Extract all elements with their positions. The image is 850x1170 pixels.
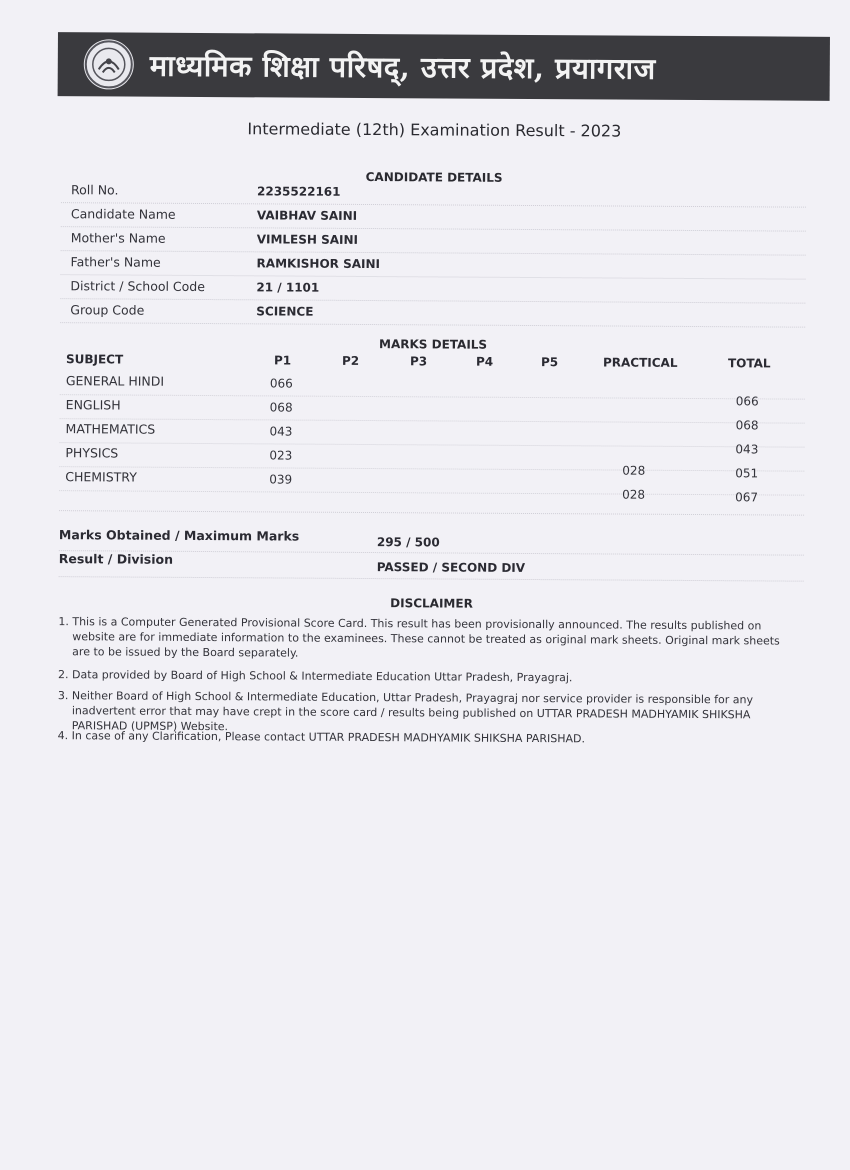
col-p1: P1 — [273, 353, 292, 368]
col-p4: P4 — [475, 354, 494, 369]
table-row — [59, 463, 804, 505]
candidate-row-group — [60, 298, 805, 328]
col-practical: PRACTICAL — [602, 355, 678, 370]
col-p3: P3 — [409, 354, 428, 369]
field-label: Candidate Name — [70, 206, 176, 222]
field-value: VIMLESH SAINI — [256, 232, 359, 247]
disclaimer-number: 2. — [58, 668, 69, 682]
disclaimer-number: 3. — [57, 689, 69, 703]
p1-mark: 023 — [269, 448, 293, 463]
disclaimer-number: 4. — [57, 729, 69, 743]
field-label: Father's Name — [70, 254, 161, 270]
result-label: Result / Division — [58, 551, 174, 567]
up-board-emblem-icon — [84, 39, 134, 89]
total-mark: 043 — [735, 442, 759, 457]
disclaimer-text: In case of any Clarification, Please contact UTTAR PRADESH MADHYAMIK SHIKSHA PARISHAD. — [71, 729, 586, 746]
divider — [59, 510, 804, 516]
subject-name: ENGLISH — [65, 397, 121, 413]
subject-name: GENERAL HINDI — [65, 373, 165, 389]
subject-name: PHYSICS — [65, 445, 119, 461]
marks-details-heading: MARKS DETAILS — [379, 337, 488, 352]
field-value: RAMKISHOR SAINI — [256, 256, 381, 272]
board-name-hindi: माध्यमिक शिक्षा परिषद्, उत्तर प्रदेश, प्रयागराज — [149, 48, 656, 86]
practical-mark: 028 — [622, 463, 646, 478]
disclaimer-item — [58, 667, 793, 686]
candidate-details-heading: CANDIDATE DETAILS — [365, 169, 503, 185]
field-value: VAIBHAV SAINI — [256, 208, 358, 223]
total-mark: 068 — [735, 418, 759, 433]
disclaimer-item — [58, 728, 793, 747]
subject-name: CHEMISTRY — [65, 469, 137, 485]
divider — [59, 576, 804, 582]
header-banner — [58, 32, 830, 101]
p1-mark: 043 — [269, 424, 293, 439]
col-total: TOTAL — [727, 356, 771, 371]
subject-name: MATHEMATICS — [65, 421, 156, 437]
total-mark: 066 — [735, 394, 759, 409]
total-mark: 051 — [735, 466, 759, 481]
disclaimer-number: 1. — [58, 615, 69, 629]
total-mark: 067 — [735, 490, 759, 505]
result-value: PASSED / SECOND DIV — [376, 560, 526, 575]
col-p2: P2 — [341, 353, 360, 368]
disclaimer-text: Neither Board of High School & Intermediate Education, Uttar Pradesh, Prayagraj nor service provider is responsible for any inadvertent error that may have crept in the score card / results being published on UTTAR PRADESH MADHYAMIK SHIKSHA PARISHAD (UPMSP) Website. — [71, 689, 754, 734]
p1-mark: 066 — [269, 376, 293, 391]
field-label: Mother's Name — [70, 230, 166, 246]
practical-mark: 028 — [622, 487, 646, 502]
p1-mark: 039 — [269, 472, 293, 487]
col-subject: SUBJECT — [65, 352, 124, 367]
field-label: District / School Code — [70, 278, 206, 295]
field-label: Group Code — [70, 302, 145, 318]
exam-title: Intermediate (12th) Examination Result - 2023 — [247, 119, 622, 141]
score-card — [35, 30, 810, 815]
disclaimer-text: This is a Computer Generated Provisional Score Card. This result has been provisionally announced. The results published on website are for immediate information to the examinees. These cannot be treated as original mark sheets. Original mark sheets are to be issued by the Board separately. — [72, 615, 780, 660]
field-value: 21 / 1101 — [256, 280, 320, 295]
disclaimer-text: Data provided by Board of High School & Intermediate Education Uttar Pradesh, Prayagraj. — [72, 668, 573, 685]
field-value: SCIENCE — [256, 304, 314, 319]
col-p5: P5 — [540, 355, 559, 370]
disclaimer-heading: DISCLAIMER — [390, 596, 473, 611]
field-value: 2235522161 — [256, 184, 341, 199]
field-label: Roll No. — [70, 182, 119, 198]
disclaimer-item — [58, 614, 793, 663]
p1-mark: 068 — [269, 400, 293, 415]
marks-obtained-value: 295 / 500 — [376, 535, 440, 550]
marks-obtained-label: Marks Obtained / Maximum Marks — [58, 527, 300, 544]
